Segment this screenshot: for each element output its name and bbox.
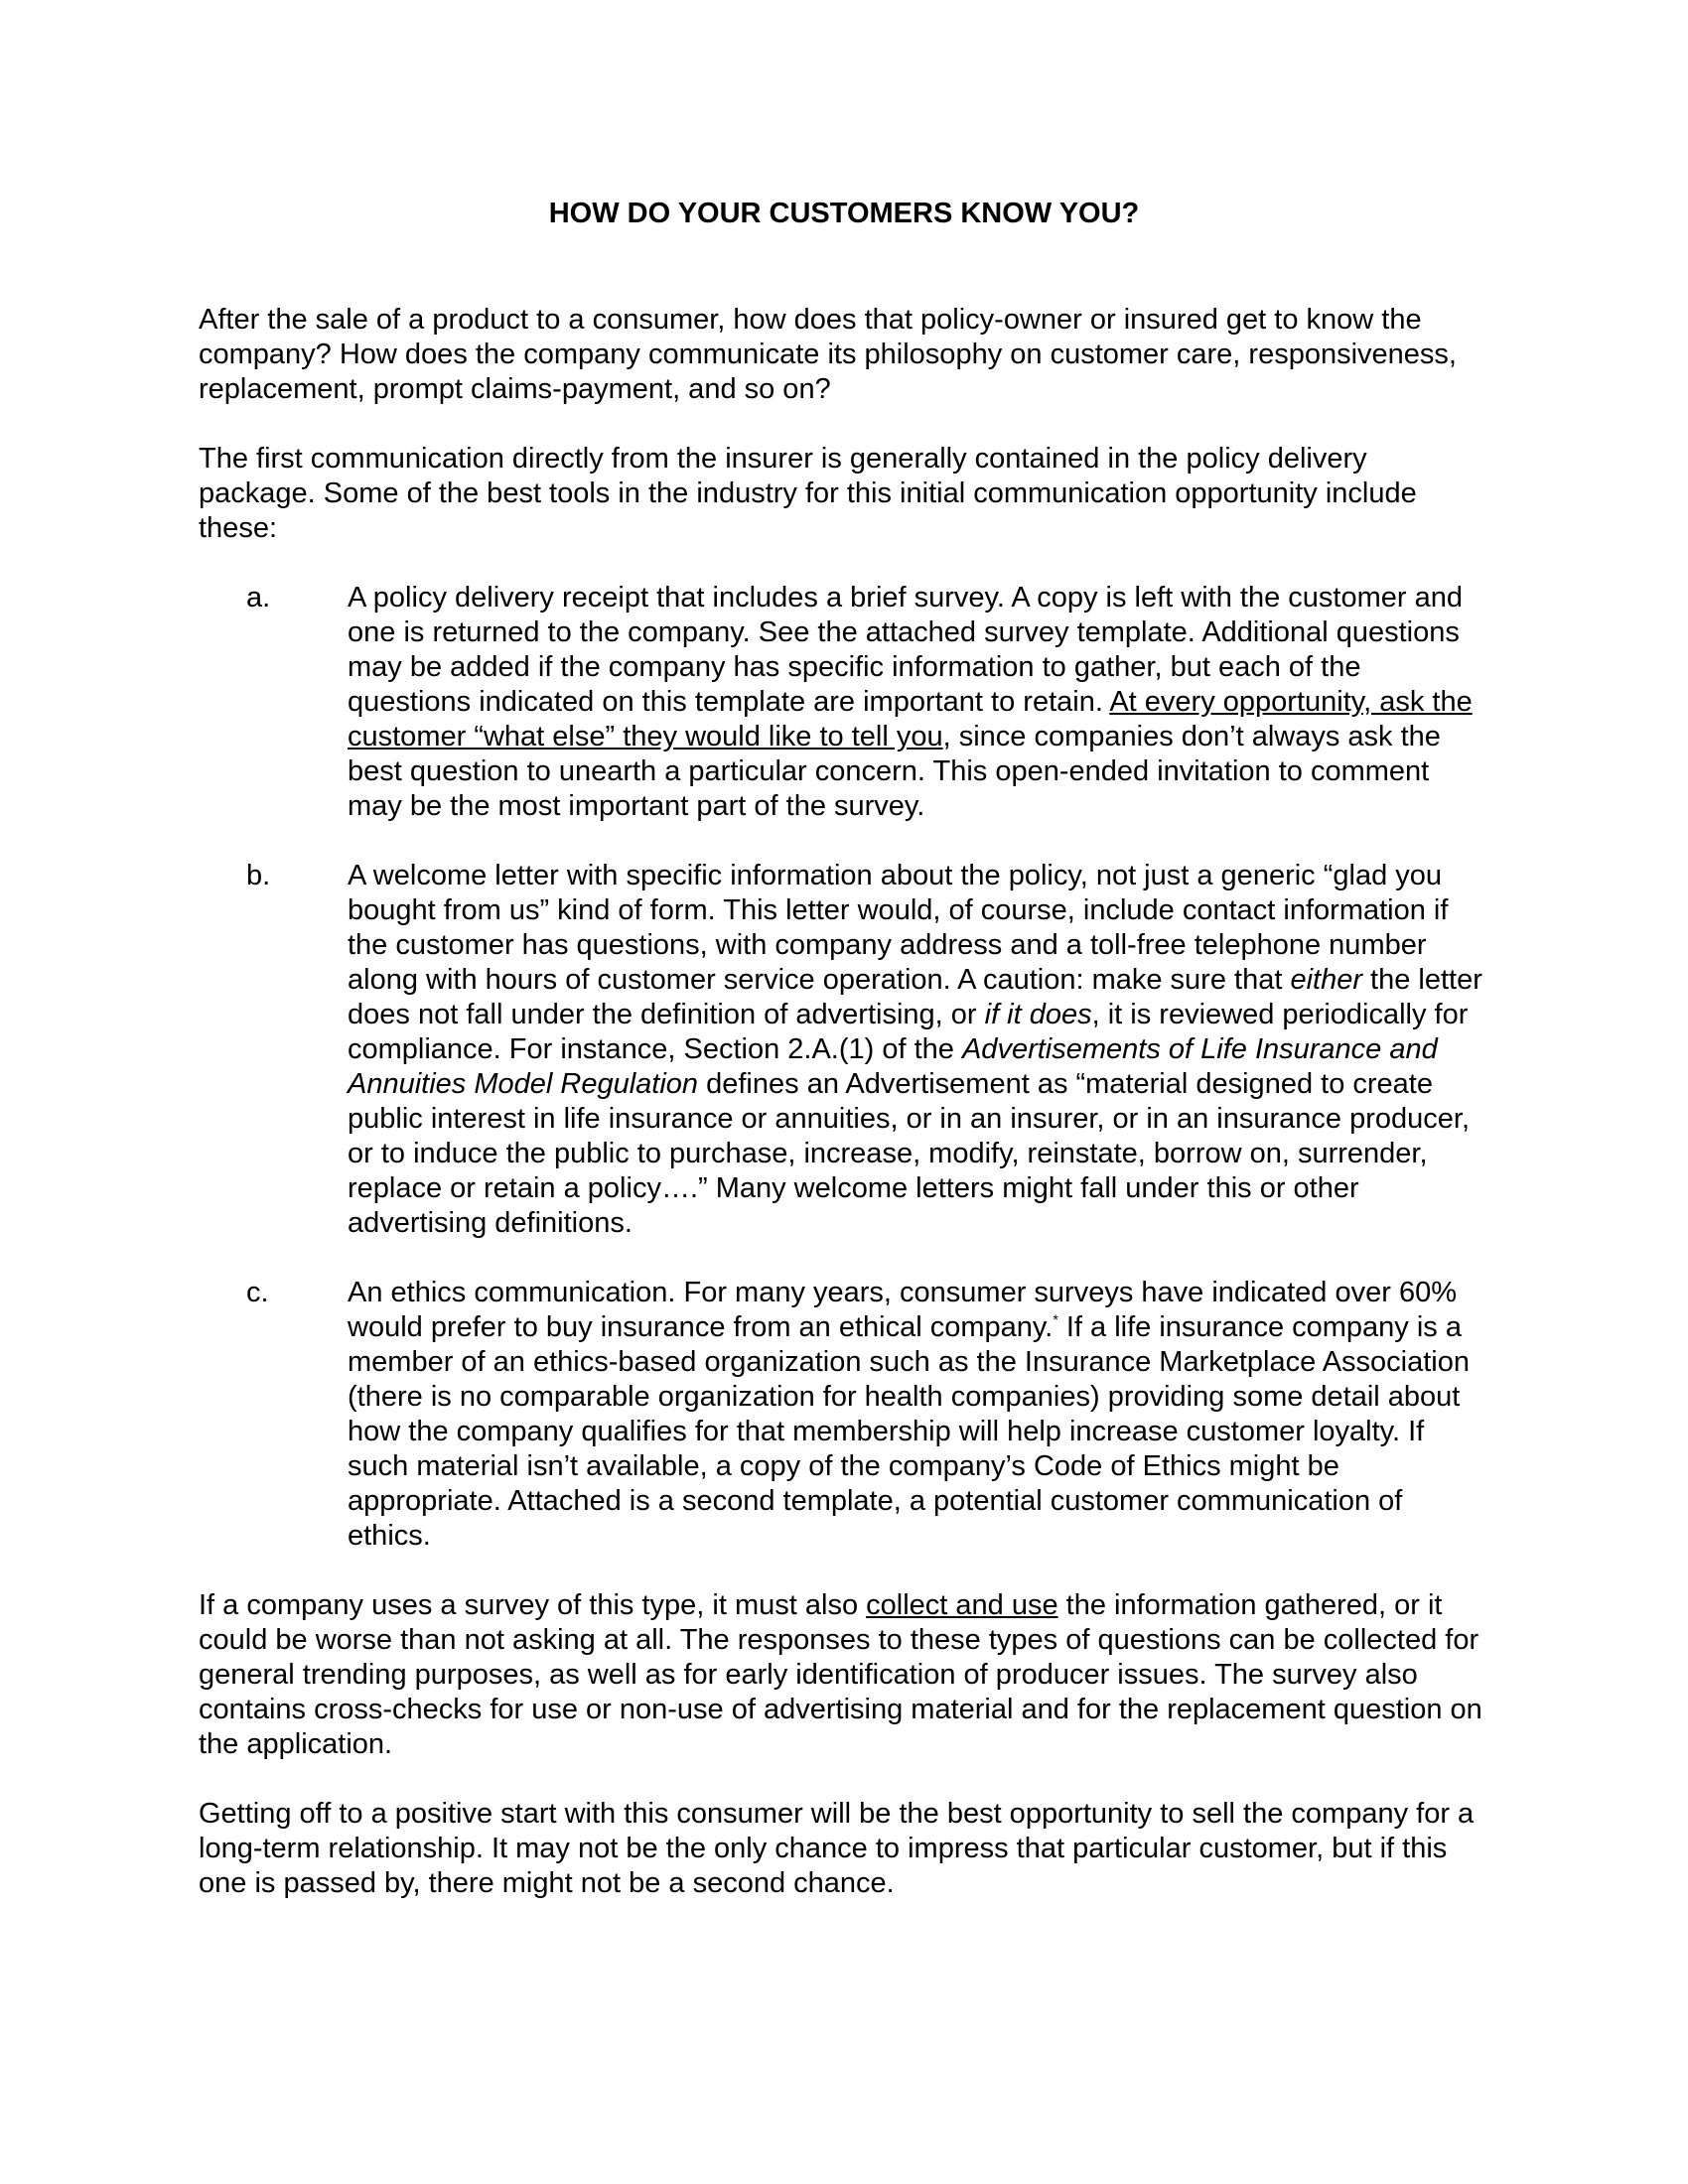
text-run: , since companies don’t always ask the best question to unearth a particular concern. This open-ended invitation to comment may be the most important part of the survey. xyxy=(348,721,1441,822)
text-run: An ethics communication. For many years, consumer surveys have indicated over 60% would prefer to buy insurance from an ethical company. xyxy=(348,1277,1457,1343)
text-run: If a life insurance company is a member of an ethics-based organization such as the Insurance Marketplace Association (there is no comparable organization for health companies) providing some detail about how the company qualifies for that membership will help increase customer loyalty. If such material isn’t available, a copy of the company’s Code of Ethics might be appropriate. Attached is a second template, a potential customer communication of ethics. xyxy=(348,1311,1471,1552)
lead-in-paragraph: The first communication directly from the insurer is generally contained in the policy delivery package. Some of the best tools in the industry for this initial communication opportunity include these: xyxy=(199,443,1417,544)
italic-text: either xyxy=(1290,964,1362,996)
text-run: If a company uses a survey of this type, it must also xyxy=(199,1589,867,1621)
underlined-text: At every opportunity, ask the customer “what else” they would like to tell you xyxy=(348,686,1473,752)
text-run: A welcome letter with specific information about the policy, not just a generic “glad you bought from us” kind of form. This letter would, of course, include contact information if the customer has questions, with company address and a toll-free telephone number along with hours of customer service operation. A caution: make sure that xyxy=(348,860,1449,996)
italic-text: if it does xyxy=(984,999,1092,1030)
list-marker: b. xyxy=(246,860,271,891)
text-run: defines an Advertisement as “material designed to create public interest in life insurance or annuities, or in an insurer, or in an insurance producer, or to induce the public to purchase, increase, modify, reinstate, borrow on, surrender, replace or retain a policy….” Many welcome letters might fall under this or other advertising definitions. xyxy=(348,1068,1471,1239)
intro-paragraph: After the sale of a product to a consumer, how does that policy-owner or insured get to know the company? How does the company communicate its philosophy on customer care, responsiveness, replacement, prompt claims-payment, and so on? xyxy=(199,304,1457,405)
regulation-title: Advertisements of Life Insurance and Annuities Model Regulation xyxy=(348,1033,1438,1100)
list-item-a xyxy=(199,581,1489,824)
list-item-c xyxy=(199,1276,1489,1554)
document-page xyxy=(199,197,1489,1936)
list-item-b xyxy=(199,859,1489,1241)
list-item-text xyxy=(348,581,1489,824)
list-marker: c. xyxy=(246,1277,269,1308)
closing-paragraph: Getting off to a positive start with this consumer will be the best opportunity to sell the company for a long-term relationship. It may not be the only chance to impress that particular customer, but if this one is passed by, there might not be a second chance. xyxy=(199,1798,1475,1899)
list-item-text xyxy=(348,1276,1489,1554)
text-run: A policy delivery receipt that includes a brief survey. A copy is left with the customer and one is returned to the company. See the attached survey template. Additional questions may be added if the company has specific information to gather, but each of the questions indicated on this template are important to retain. xyxy=(348,582,1463,718)
underlined-text: collect and use xyxy=(866,1589,1058,1621)
text-run: , it is reviewed periodically for compliance. For instance, Section 2.A.(1) of the xyxy=(348,999,1469,1065)
list-marker: a. xyxy=(246,582,271,614)
text-run: the information gathered, or it could be worse than not asking at all. The responses to these types of questions can be collected for general trending purposes, as well as for early identification of producer issues. The survey also contains cross-checks for use or non-use of advertising material and for the replacement question on the application. xyxy=(199,1589,1482,1760)
text-run: the letter does not fall under the definition of advertising, or xyxy=(348,964,1482,1030)
footnote-mark: * xyxy=(1053,1311,1058,1327)
page-title: HOW DO YOUR CUSTOMERS KNOW YOU? xyxy=(548,198,1140,229)
list-item-text xyxy=(348,859,1489,1241)
survey-paragraph xyxy=(199,1588,1489,1762)
